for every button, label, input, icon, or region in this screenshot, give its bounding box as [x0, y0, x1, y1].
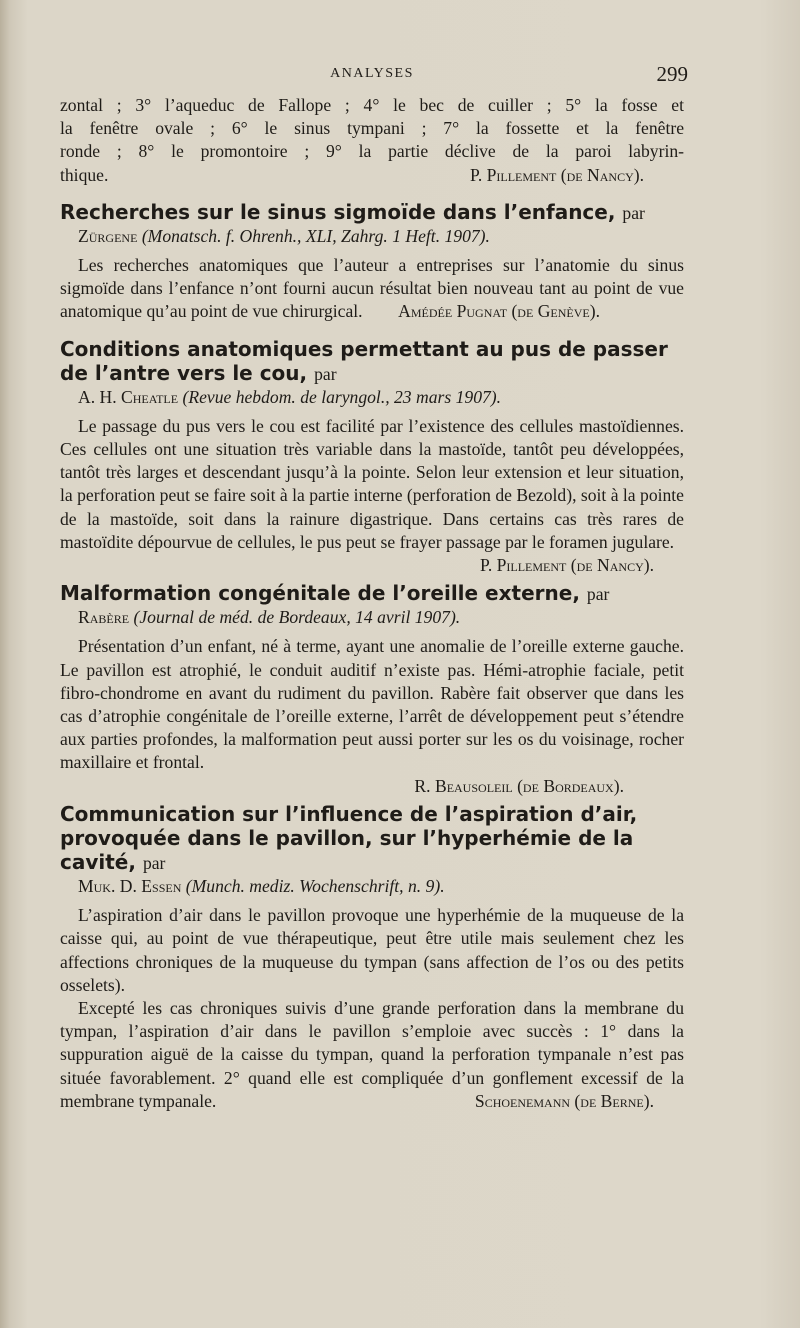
by-word: par — [622, 202, 645, 223]
article — [60, 802, 684, 1113]
article-title-text: Conditions anatomiques permettant au pus de passer de l’antre vers le cou, — [60, 336, 668, 385]
article — [60, 337, 684, 578]
article-title-text: Malformation congénitale de l’oreille externe, — [60, 581, 580, 606]
article-body: L’aspiration d’air dans le pavillon provoque une hyperhémie de la muqueuse de la caisse qui, au point de vue thérapeutique, peut être utile mais seulement chez les affections chroniques de la muqueuse du tympan (sans affection de l’os ou des petits osselets). — [60, 905, 684, 995]
signature: Schoenemann (de Berne). — [474, 1090, 654, 1111]
article-body: Le passage du pus vers le cou est facilité par l’existence des cellules mastoïdiennes. Ces cellules ont une situation très variable dans la mastoïde, tantôt peu développées, tantôt très larges et descendant jusqu’à la pointe. Selon leur extension et leur situation, la perforation peut se faire soit à la partie interne (perforation de Bezold), soit à la pointe de la mastoïde, soit dans la rainure digastrique. Dans certains cas très rares de mastoïdite dépourvue de cellules, le pus peut se frayer passage par le foramen jugulare. — [60, 415, 684, 552]
citation — [60, 225, 684, 248]
intro-line: la fenêtre ovale ; 6° le sinus tympani ; 7° la fossette et la fenêtre — [60, 118, 684, 139]
by-word: par — [142, 852, 166, 873]
by-word: par — [586, 584, 610, 605]
citation-author: Muk. D. Essen — [78, 875, 182, 896]
article-title — [60, 581, 684, 606]
citation-author: Zürgene — [78, 225, 138, 246]
article-title — [60, 802, 684, 875]
intro-line: zontal ; 3° l’aqueduc de Fallope ; 4° le bec de cuiller ; 5° la fosse et — [60, 95, 684, 115]
running-head — [60, 60, 688, 94]
intro-line: thique. — [60, 164, 109, 185]
intro-continuation — [60, 94, 684, 187]
article-title-text: Recherches sur le sinus sigmoïde dans l’enfance, — [60, 199, 616, 224]
citation — [60, 386, 684, 409]
intro-last-line — [60, 164, 684, 187]
citation-source: (Monatsch. f. Ohrenh., XLI, Zahrg. 1 Heft. 1907). — [141, 225, 490, 246]
by-word: par — [314, 363, 337, 384]
citation-source: (Journal de méd. de Bordeaux, 14 avril 1907). — [133, 607, 461, 628]
running-title: ANALYSES — [330, 66, 414, 81]
signature: P. Pillement (de Nancy). — [479, 555, 654, 576]
text-column — [60, 60, 688, 1113]
article-title — [60, 200, 684, 225]
signature: Amédée Pugnat (de Genève). — [398, 301, 600, 322]
citation — [60, 606, 684, 629]
page-number: 299 — [656, 62, 688, 86]
article — [60, 200, 684, 324]
citation — [60, 875, 684, 898]
article-body-continued: Excepté les cas chroniques suivis d’une grande perforation dans la membrane du tympan, l’aspiration d’air dans le pavillon s’emploie avec succès : 1° dans la suppuration aiguë de la caisse du tympan, quand la perforation tympanale n’est pas située favorablement. 2° quand elle est compliquée d’un gonflement excessif de la membrane tympanale. — [60, 997, 684, 1111]
article — [60, 581, 684, 798]
signature: R. Beausoleil (de Bordeaux). — [414, 775, 624, 796]
citation-author: A. H. Cheatle — [78, 386, 179, 407]
signature: P. Pillement (de Nancy). — [469, 164, 644, 185]
article-title-text: Communication sur l’influence de l’aspiration d’air, provoquée dans le pavillon, sur l’hyperhémie de la cavité, — [60, 801, 638, 874]
article-title — [60, 337, 684, 386]
article-body: Les recherches anatomiques que l’auteur a entreprises sur l’anatomie du sinus sigmoïde dans l’enfance n’ont fourni aucun résultat bien nouveau tant au point de vue anatomique qu’au point de vue chirurgical. — [60, 255, 684, 322]
article-body: Présentation d’un enfant, né à terme, ayant une anomalie de l’oreille externe gauche. Le pavillon est atrophié, le conduit auditif n’existe pas. Hémi-atrophie faciale, petit fibro-chondrome en avant du rudiment du pavillon. Rabère fait observer que dans les cas d’atrophie congénitale de l’oreille externe, l’arrêt de développement peut s’étendre aux parties profondes, la malformation peut aussi porter sur les os du voisinage, rocher maxillaire et frontal. — [60, 636, 684, 773]
citation-source: (Munch. mediz. Wochenschrift, n. 9). — [185, 875, 445, 896]
citation-author: Rabère — [78, 607, 130, 628]
intro-line: ronde ; 8° le promontoire ; 9° la partie déclive de la paroi labyrin- — [60, 141, 684, 162]
citation-source: (Revue hebdom. de laryngol., 23 mars 1907). — [182, 386, 502, 407]
